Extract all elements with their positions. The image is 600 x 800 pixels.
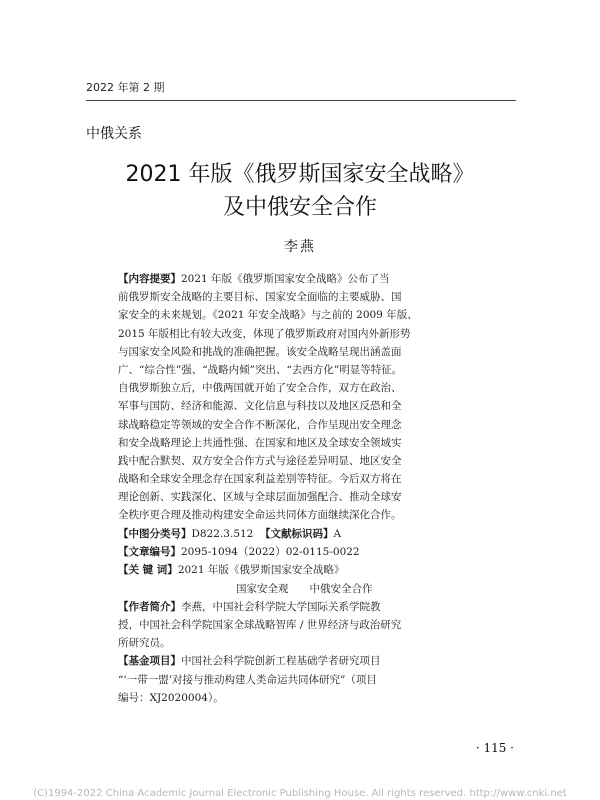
abstract-line: 家安全的未来规划。《2021 年安全战略》与之前的 2009 年版、: [118, 309, 418, 322]
author-bio-line: 授，中国社会科学院国家全球战略智库 / 世界经济与政治研究: [118, 618, 402, 631]
abstract-line: 与国家安全风险和挑战的准确把握。该安全战略呈现出涵盖面: [118, 345, 402, 358]
author-bio-label: 【作者简介】: [118, 600, 181, 613]
abstract-line: 全秩序更合理及推动构建安全命运共同体方面继续深化合作。: [118, 509, 402, 522]
author-name: 李燕: [284, 239, 316, 255]
title-line-2: 及中俄安全合作: [222, 195, 377, 220]
abstract-line: 2015 年版相比有较大改变，体现了俄罗斯政府对国内外新形势: [118, 327, 411, 340]
abstract: [118, 270, 490, 525]
clc-value: D822.3.512: [191, 528, 254, 540]
clc-label: 【中图分类号】: [118, 528, 192, 540]
fund-line: [118, 652, 490, 670]
page-number: · 115 ·: [475, 741, 514, 755]
fund-label: 【基金项目】: [118, 655, 181, 668]
journal-issue: 2022 年第 2 期: [86, 81, 165, 94]
fund-line: “‘一带一盟’对接与推动构建人类命运共同体研究”（项目: [118, 673, 377, 686]
article-number-label: 【文章编号】: [118, 546, 181, 559]
abstract-line: 理论创新、实践深化、区域与全球层面加强配合、推动全球安: [118, 491, 402, 504]
keywords-line: [118, 561, 490, 579]
article-title: [60, 158, 540, 224]
abstract-line: 军事与国防、经济和能源、文化信息与科技以及地区反恐和全: [118, 400, 402, 413]
abstract-label: 【内容提要】: [118, 273, 181, 285]
article-metadata: [118, 525, 490, 707]
author-bio-line: [118, 598, 490, 616]
abstract-line: 前俄罗斯安全战略的主要目标、国家安全面临的主要威胁、国: [118, 291, 402, 304]
author-bio-line: 所研究员。: [118, 637, 171, 650]
article-number-value: 2095-1094（2022）02-0115-0022: [181, 546, 360, 559]
article-number-line: [118, 543, 490, 561]
classification-line: [118, 525, 490, 543]
doc-code-label: 【文献标识码】: [260, 528, 334, 540]
abstract-line: 战略和全球安全理念存在国家利益差别等特征。今后双方将在: [118, 473, 402, 486]
abstract-line: [118, 270, 490, 288]
abstract-line: 广、“综合性”强、“战略内倾”突出、“去西方化”明显等特征。: [118, 363, 403, 376]
keywords-line-2: 国家安全观 中俄安全合作: [236, 582, 373, 595]
abstract-text: 2021 年版《俄罗斯国家安全战略》公布了当: [181, 273, 390, 285]
doc-code-value: A: [333, 528, 342, 540]
abstract-line: 和安全战略理论上共通性强、在国家和地区及全球安全领域实: [118, 436, 402, 449]
fund-text: 中国社会科学院创新工程基础学者研究项目: [181, 655, 381, 668]
fund-line: 编号：XJ2020004）。: [118, 691, 224, 704]
keywords-label: 【关 键 词】: [118, 564, 178, 577]
title-line-1: 2021 年版《俄罗斯国家安全战略》: [125, 162, 475, 187]
keywords-value: 2021 年版《俄罗斯国家安全战略》: [177, 564, 345, 577]
abstract-line: 球战略稳定等领域的安全合作不断深化，合作呈现出安全理念: [118, 418, 402, 431]
abstract-line: 自俄罗斯独立后，中俄两国就开始了安全合作，双方在政治、: [118, 382, 402, 395]
header-rule: [86, 100, 516, 101]
copyright-footer: (C)1994-2022 China Academic Journal Electronic Publishing House. All rights reserved. http://www.cnki.net: [33, 788, 567, 799]
abstract-line: 践中配合默契、双方安全合作方式与途径差异明显、地区安全: [118, 454, 402, 467]
column-name: 中俄关系: [86, 126, 142, 142]
author-bio-text: 李燕，中国社会科学院大学国际关系学院教: [181, 600, 381, 613]
